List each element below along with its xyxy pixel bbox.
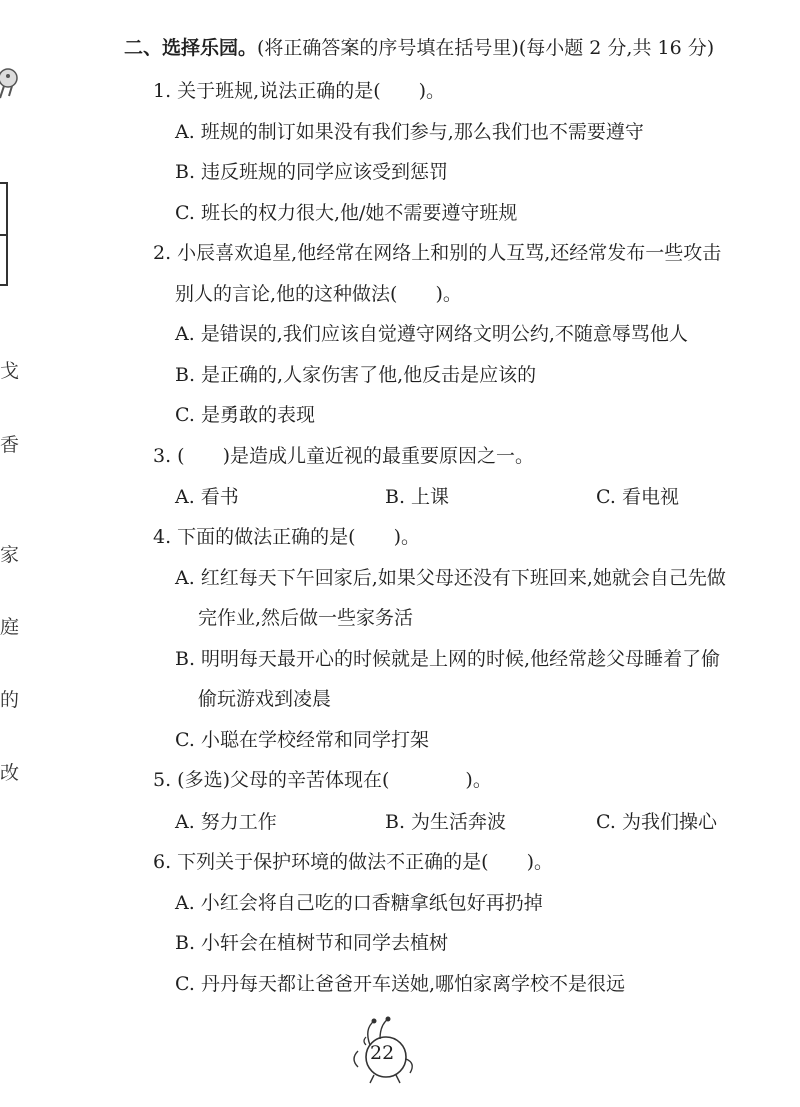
question-3-stem: 3. ( )是造成儿童近视的最重要原因之一。 bbox=[153, 445, 534, 467]
edge-char: 家 bbox=[0, 544, 20, 566]
question-5-option-b: B. 为生活奔波 bbox=[385, 811, 507, 833]
question-5-option-c: C. 为我们操心 bbox=[596, 811, 717, 833]
question-4-option-a-continued: 完作业,然后做一些家务活 bbox=[198, 607, 414, 629]
edge-char: 改 bbox=[0, 762, 20, 784]
question-2-option-b: B. 是正确的,人家伤害了他,他反击是应该的 bbox=[175, 364, 537, 386]
question-5-option-a: A. 努力工作 bbox=[175, 811, 277, 833]
question-3-option-a: A. 看书 bbox=[175, 486, 239, 508]
edge-char: 戈 bbox=[0, 360, 20, 382]
question-4-option-a: A. 红红每天下午回家后,如果父母还没有下班回来,她就会自己先做 bbox=[175, 567, 726, 589]
edge-char: 庭 bbox=[0, 616, 20, 638]
question-2-stem-continued: 别人的言论,他的这种做法( )。 bbox=[175, 283, 462, 305]
section-instructions: (将正确答案的序号填在括号里)(每小题 2 分,共 16 分) bbox=[257, 37, 715, 59]
question-1-option-c: C. 班长的权力很大,他/她不需要遵守班规 bbox=[175, 202, 518, 224]
question-1-option-b: B. 违反班规的同学应该受到惩罚 bbox=[175, 161, 449, 183]
question-1-stem: 1. 关于班规,说法正确的是( )。 bbox=[153, 80, 446, 102]
section-title bbox=[124, 36, 714, 60]
question-6-option-c: C. 丹丹每天都让爸爸开车送她,哪怕家离学校不是很远 bbox=[175, 973, 625, 995]
question-3-option-c: C. 看电视 bbox=[596, 486, 679, 508]
ladybug-decoration-icon bbox=[0, 66, 22, 100]
question-1-option-a: A. 班规的制订如果没有我们参与,那么我们也不需要遵守 bbox=[175, 121, 644, 143]
question-4-stem: 4. 下面的做法正确的是( )。 bbox=[153, 526, 420, 548]
question-2-option-a: A. 是错误的,我们应该自觉遵守网络文明公约,不随意辱骂他人 bbox=[175, 323, 688, 345]
edge-char: 香 bbox=[0, 434, 20, 456]
question-5-stem: 5. (多选)父母的辛苦体现在( )。 bbox=[153, 769, 492, 791]
edge-score-box bbox=[0, 182, 8, 286]
section-title-text: 二、选择乐园。 bbox=[124, 37, 258, 59]
page-number: 22 bbox=[370, 1042, 395, 1064]
question-2-option-c: C. 是勇敢的表现 bbox=[175, 404, 315, 426]
question-4-option-c: C. 小聪在学校经常和同学打架 bbox=[175, 729, 429, 751]
question-3-option-b: B. 上课 bbox=[385, 486, 450, 508]
question-6-option-a: A. 小红会将自己吃的口香糖拿纸包好再扔掉 bbox=[175, 892, 543, 914]
question-2-stem: 2. 小辰喜欢追星,他经常在网络上和别的人互骂,还经常发布一些攻击 bbox=[153, 242, 722, 264]
question-4-option-b-continued: 偷玩游戏到凌晨 bbox=[198, 688, 332, 710]
question-4-option-b: B. 明明每天最开心的时候就是上网的时候,他经常趁父母睡着了偷 bbox=[175, 648, 721, 670]
question-6-stem: 6. 下列关于保护环境的做法不正确的是( )。 bbox=[153, 851, 553, 873]
question-6-option-b: B. 小轩会在植树节和同学去植树 bbox=[175, 932, 449, 954]
edge-char: 的 bbox=[0, 689, 20, 711]
